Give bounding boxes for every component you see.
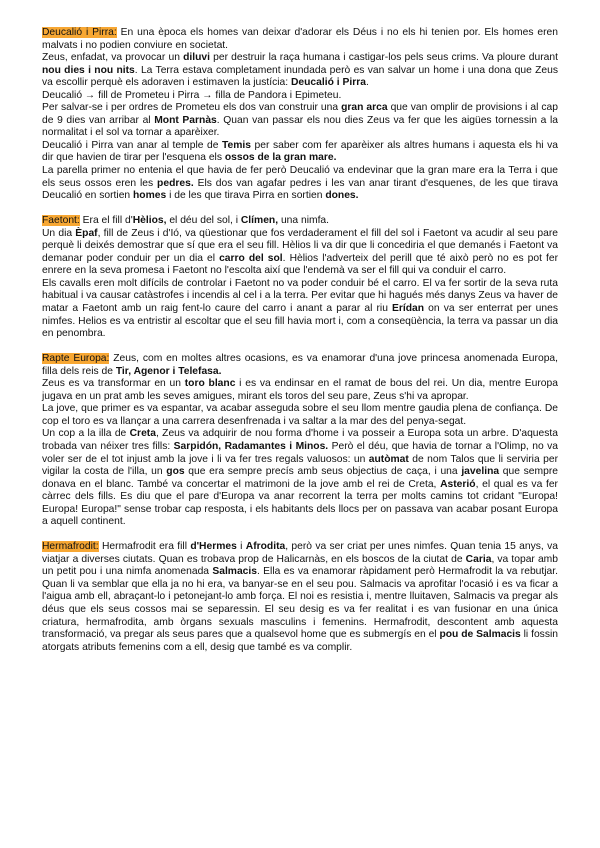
bold-term: Clímen, (240, 215, 279, 227)
bold-term: d'Hermes (190, 541, 237, 553)
section-4 (42, 541, 558, 654)
text-run: i (236, 541, 246, 553)
text-run: i es va endinsar en el ramat de bous del rei. Un dia, mentre Europa jugava en un prat amb les seves amigues, mirant els toros del seu pare, Zeus s'hi va apropar. (42, 378, 558, 402)
text-run: que era sempre precís amb seus objectius de caça, i una (184, 466, 462, 478)
text-run: el déu del sol, i (166, 215, 241, 227)
bold-term: nou dies i nou nits (42, 64, 135, 76)
bold-term: Deucalió i Pirra (290, 77, 366, 89)
section-title: Hermafrodit: (42, 541, 99, 553)
text-run: Però el déu, que havia de tornar a l'Olimp, no va voler ser de el tot injust amb la jove i li va fer tres regals valuosos: un (42, 440, 559, 465)
paragraph (42, 27, 558, 52)
text-run: Un cop a la illa de (42, 428, 130, 440)
paragraph (42, 428, 558, 528)
text-run: Els cavalls eren molt difícils de controlar i Faetont no va poder conduir bé el carro. El va fer sortir de la seva ruta habitual i va causar catàstrofes i incendis al cel i a la terra. Per evitar que hi hagués més danys Zeus va haver de matar a Faetont amb un raig fent-lo caure del carro i anant a parar al riu (42, 277, 558, 314)
paragraph (42, 541, 558, 654)
bold-term: Salmacis (212, 566, 257, 578)
text-run: La jove, que primer es va espantar, va acabar asseguda sobre el seu llom mentre gaudia plena de confiança. De cop el toro es va llançar a una carrera desenfrenada i va saltar a la mar des del penya-segat. (42, 403, 558, 427)
paragraph (42, 102, 558, 140)
text-run: per saber com fer aparèixer als altres humans i aquesta els hi va dir que havien de tirar per l'esquena els (42, 139, 558, 164)
text-run: Zeus, com en moltes altres ocasions, es va enamorar d'una jove princesa anomenada Europa, filla dels reis de (42, 353, 559, 377)
text-run: que sempre donava en el blanc. També va concertar el matrimoni de la jove amb el rei de Creta, (42, 466, 558, 490)
bold-term: carro del sol (219, 252, 283, 264)
text-run: Deucalió i Pirra van anar al temple de (42, 139, 222, 151)
text-run: on va ser enterrat per unes nimfes. Helios es va entristir al escoltar que el seu fill havia mort i, com a conseqüència, la terra va passar un dia en penombra. (42, 302, 558, 340)
text-run: . (365, 77, 369, 89)
text-run: La parella primer no entenia el que havia de fer però Deucalió va endevinar que la gran mare era la Terra i que els seus ossos eren les (42, 165, 558, 189)
bold-term: javelina (461, 466, 500, 478)
text-run: En una època els homes van deixar d'adorar els Déus i no els hi tenien por. Els homes eren malvats i no podien conviure en societat. (42, 27, 558, 51)
text-run: , Zeus va adquirir de nou forma d'home i va posseir a Europa sota un arbre. D'aquesta trobada van néixer tres fills: (42, 428, 558, 452)
bold-term: Temis (222, 139, 251, 151)
text-run: de nom Talos que li serviria per vigilar la costa de l'illa, un (42, 453, 559, 478)
text-run: Era el fill d' (79, 215, 133, 227)
bold-term: homes (133, 190, 167, 202)
text-run: Un dia (42, 227, 76, 239)
text-run: Zeus es va transformar en un (42, 378, 185, 390)
paragraph (42, 353, 558, 378)
bold-term: pedres. (157, 177, 194, 189)
bold-term: Tir, Agenor i Telefasa. (115, 365, 222, 377)
text-run: . La Terra estava completament inundada però es van salvar un home i una dona que Zeus va escollir perquè els adoraven i estimaven la justícia: (42, 64, 559, 89)
section-title: Rapte Europa: (42, 353, 110, 365)
bold-term: pou de Salmacis (439, 629, 521, 641)
text-run: li fossin atorgats atributs femenins com a ell, desig que també es va complir. (42, 629, 558, 653)
paragraph (42, 403, 558, 428)
paragraph (42, 228, 558, 278)
bold-term: diluvi (183, 52, 210, 64)
text-run: que van omplir de provisions i al cap de 9 dies van arribar al (42, 102, 558, 126)
paragraph (42, 165, 558, 203)
text-run: , però va ser criat per unes nimfes. Quan tenia 15 anys, va viatjar a diverses ciutats. Quan es trobava prop de Halicarnàs, en els boscos de la ciutat de (42, 541, 558, 565)
text-run: i de les que tirava Pirra en sortien (166, 190, 326, 202)
bold-term: Mont Parnàs (154, 114, 217, 126)
section-title: Faetont: (42, 215, 80, 227)
section-3 (42, 353, 558, 529)
text-run: , va topar amb un petit pou i una nimfa anomenada (42, 553, 558, 578)
document-page (42, 27, 558, 667)
bold-term: Èpaf (75, 227, 98, 239)
text-run: una nimfa. (278, 215, 330, 227)
bold-term: gos (166, 466, 185, 478)
paragraph (42, 215, 558, 228)
paragraph (42, 378, 558, 403)
text-run: , el qual es va fer càrrec dels fills. Es diu que el pare d'Europa va anar recorrent la terra per molts camins tot cridant "Europa! Europa! Europa!" sense trobar cap resposta, i els habitants dels llocs per on passava van acabar posant Europa a aquell continent. (42, 478, 558, 528)
paragraph (42, 278, 558, 341)
text-run: Els dos van agafar pedres i les van anar tirant d'esquenes, de les que tirava Deucalió en sortien (42, 177, 558, 202)
bold-term: toro blanc (184, 378, 236, 390)
paragraph (42, 90, 558, 103)
bold-term: ossos de la gran mare. (224, 152, 337, 164)
text-run: . Quan van passar els nou dies Zeus va fer que les aigües tornessin a la normalitat i el sol va tornar a aparèixer. (42, 114, 558, 139)
bold-term: gran arca (341, 102, 388, 114)
text-run: Per salvar-se i per ordres de Prometeu els dos van construir una (42, 102, 342, 114)
section-title: Deucalió i Pirra: (42, 27, 117, 38)
paragraph (42, 52, 558, 90)
bold-term: Creta (129, 428, 156, 440)
bold-term: Hèlios, (132, 215, 167, 227)
bold-term: dones. (325, 190, 359, 202)
bold-term: Erídan (392, 302, 425, 314)
section-2 (42, 215, 558, 340)
bold-term: Afrodita (245, 541, 286, 553)
text-run: , fill de Zeus i d'Ió, va qüestionar que fos verdaderament el fill del sol i Faetont va acudir al seu pare perquè li deixés demostrar que sí que era el seu fill. Hèlios li va dir que li concediria el que demanés i Faetont va demanar poder conduir per un dia el (42, 227, 558, 264)
bold-term: Asterió (440, 478, 476, 490)
text-run: . Ella es va enamorar ràpidament però Hermafrodit la va rebutjar. Quan li va semblar que ella ja no hi era, va banyar-se en el seu pou. Salmacis va aprofitar l'ocasió i es va ficar a l'aigua amb ell, abraçant-lo i petonejant-lo amb força. El noi es resistia i, mentre lluitaven, Salmacis va pregar als déus que els seus cossos mai se separessin. El seu desig es va fer realitat i es van fusionar en una única criatura, hermafrodita, amb òrgans sexuals masculins i femenins. Hermafrodit, descontent amb aquesta transformació, va pregar als seus pares que a qualsevol home que es submergís en el (42, 566, 558, 641)
bold-term: Caria (465, 553, 492, 565)
text-run: per destruir la raça humana i castigar-los pels seus crims. Va ploure durant (209, 52, 558, 64)
text-run: Deucalió → fill de Prometeu i Pirra → filla de Pandora i Epimeteu. (42, 89, 342, 101)
paragraph (42, 140, 558, 165)
section-1 (42, 27, 558, 203)
text-run: Hermafrodit era fill (98, 541, 191, 553)
text-run: . Hèlios l'adverteix del perill que té això però no es pot fer enrere en la seva promesa i Faetont no l'escolta així que l'endemà va ser el fill qui va conduir el carro. (42, 252, 559, 277)
bold-term: autòmat (368, 453, 409, 465)
bold-term: Sarpidón, Radamantes i Minos. (173, 440, 329, 452)
text-run: Zeus, enfadat, va provocar un (42, 52, 184, 64)
